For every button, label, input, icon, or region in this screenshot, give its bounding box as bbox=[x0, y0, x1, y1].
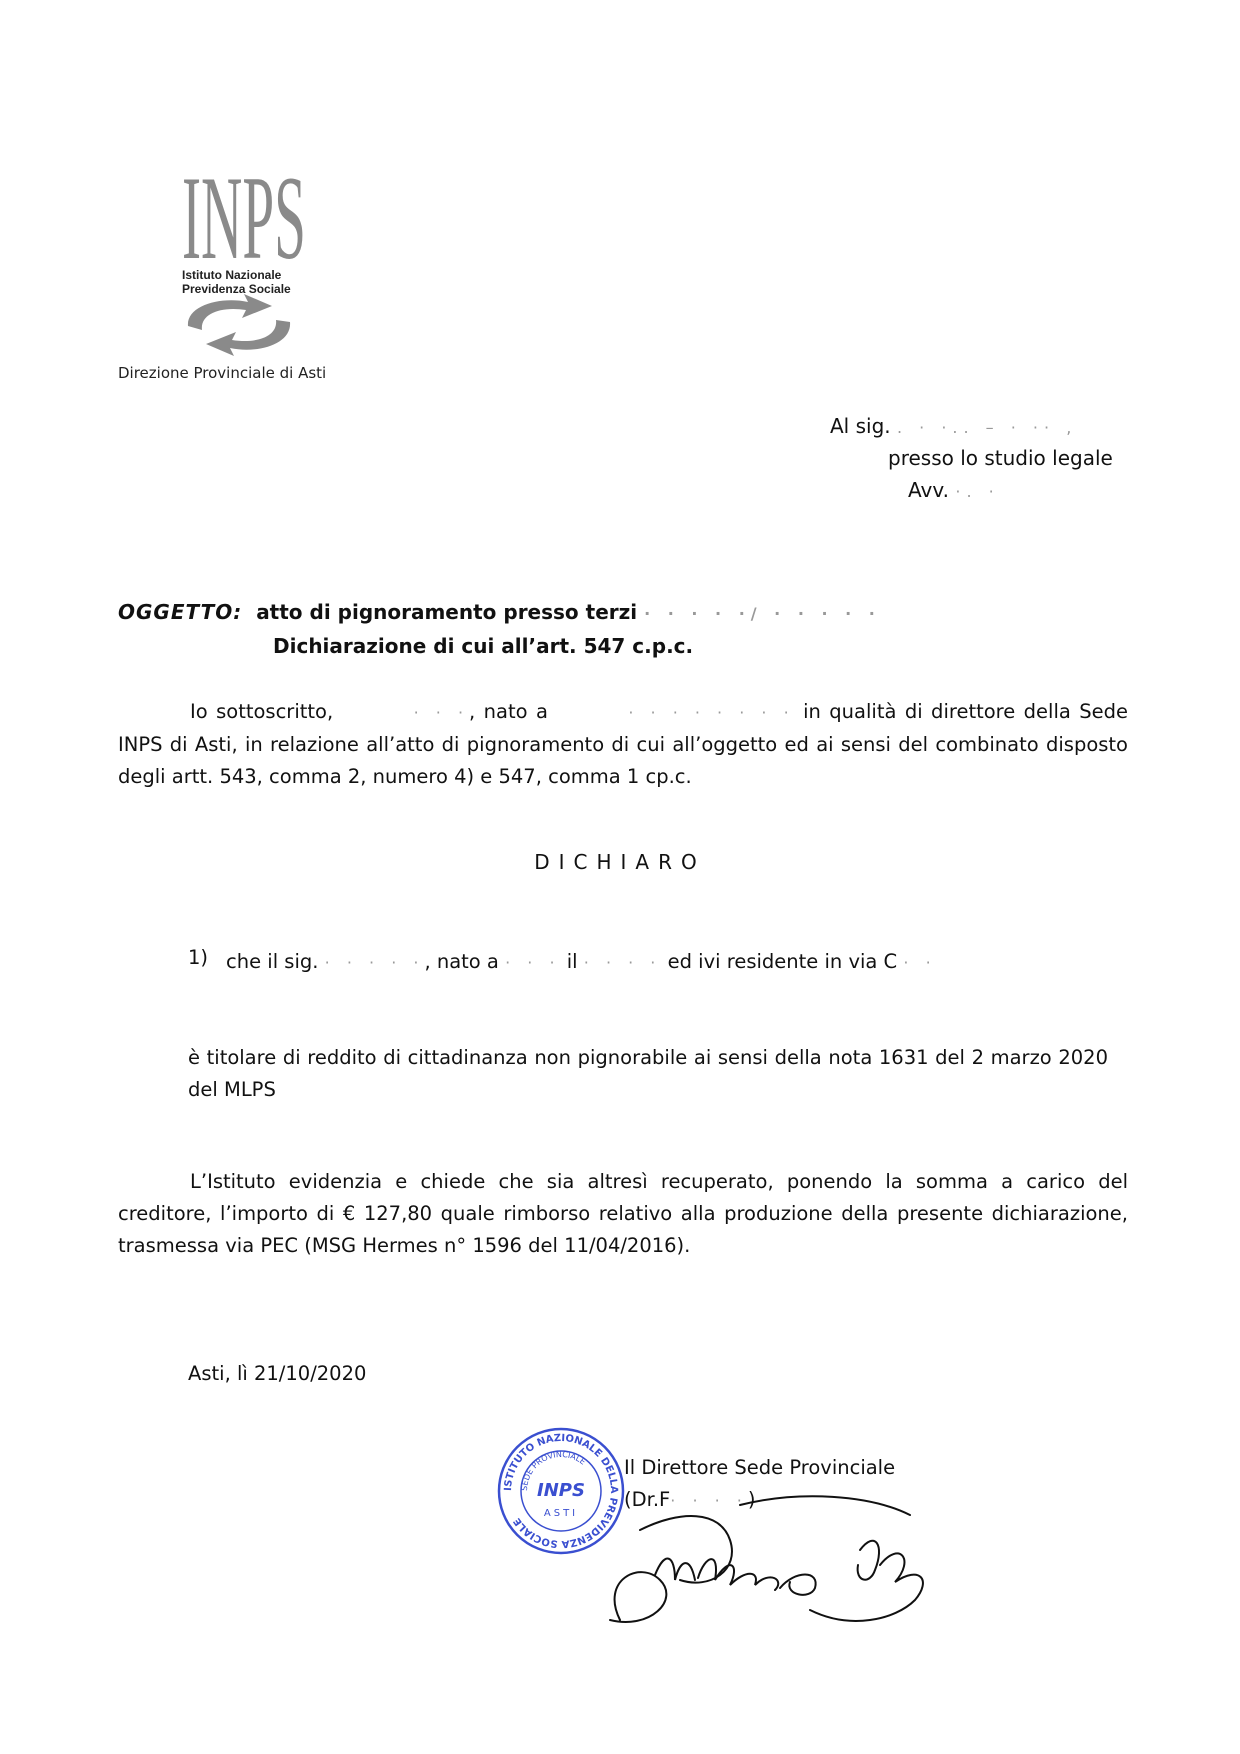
redacted-debtor-name: · · · · · bbox=[324, 953, 425, 972]
redacted-birth-data: · · · · · · · · bbox=[628, 703, 795, 722]
logo-line-1: Istituto Nazionale bbox=[182, 268, 282, 282]
addressee-line-3 bbox=[908, 474, 1000, 508]
intro-paragraph bbox=[118, 696, 1128, 793]
item-1-text bbox=[226, 946, 1126, 979]
item-1-part-2: , nato a bbox=[424, 950, 499, 973]
declaration-heading: DICHIARO bbox=[534, 850, 706, 874]
date-line: Asti, lì 21/10/2020 bbox=[188, 1362, 367, 1385]
signer-title: Il Direttore Sede Provinciale bbox=[624, 1456, 896, 1479]
addressee-line-1 bbox=[830, 410, 1077, 444]
redacted-street: · · bbox=[903, 953, 937, 972]
item-1-part-1: che il sig. bbox=[226, 950, 319, 973]
item-1-part-3: il bbox=[566, 950, 578, 973]
logo-line-2: Previdenza Sociale bbox=[182, 282, 291, 296]
redacted-lawyer: ·. · bbox=[955, 482, 1000, 501]
redacted-birthdate: · · · · bbox=[583, 953, 662, 972]
signer-name-suffix: ) bbox=[747, 1488, 756, 1511]
intro-part-1: Io sottoscritto, bbox=[190, 700, 334, 723]
redacted-subject: · · · · ·/ · · · · · bbox=[644, 604, 881, 623]
intro-part-2: , nato a bbox=[469, 700, 548, 723]
reimbursement-paragraph: L’Istituto evidenzia e chiede che sia altresì recuperato, ponendo la somma a carico del creditore, l’importo di € 127,80 quale rimborso relativo alla produzione della presente dichiarazione, trasmessa via PEC (MSG Hermes n° 1596 del 11/04/2016). bbox=[118, 1170, 1128, 1257]
addressee-lawyer: Avv. bbox=[908, 478, 949, 502]
item-number: 1) bbox=[188, 946, 209, 969]
handwritten-signature bbox=[580, 1470, 940, 1640]
redacted-name: . · ·.. – · ·· , bbox=[896, 418, 1078, 437]
signer-name-prefix: (Dr.F bbox=[624, 1488, 671, 1511]
subject-text-2: Dichiarazione di cui all’art. 547 c.p.c. bbox=[273, 634, 694, 658]
item-1-part-4: ed ivi residente in via C bbox=[667, 950, 898, 973]
inps-logo-letters bbox=[182, 140, 307, 265]
office-name: Direzione Provinciale di Asti bbox=[118, 364, 327, 382]
subject-label: OGGETTO: bbox=[118, 600, 243, 624]
stamp-center-text: INPS bbox=[537, 1480, 585, 1501]
redacted-signer-name: · · · bbox=[413, 703, 470, 722]
redacted-birthplace: · · · bbox=[505, 953, 561, 972]
addressee-line-2: presso lo studio legale bbox=[888, 446, 1113, 470]
stamp-ring-text: ISTITUTO NAZIONALE DELLA PREVIDENZA SOCIALE bbox=[502, 1432, 620, 1550]
status-paragraph: è titolare di reddito di cittadinanza non pignorabile ai sensi della nota 1631 del 2 marzo 2020 del MLPS bbox=[188, 1046, 1108, 1101]
subject-block bbox=[118, 596, 1128, 662]
addressee-salutation: Al sig. bbox=[830, 414, 891, 438]
redacted-signer: · · · · bbox=[670, 1491, 748, 1510]
stamp-sede-text: SEDE PROVINCIALE bbox=[519, 1449, 588, 1492]
logo-text: INPS bbox=[182, 151, 306, 265]
inps-recycle-arrows-icon bbox=[180, 292, 298, 358]
subject-text-1: atto di pignoramento presso terzi bbox=[256, 600, 638, 624]
intro-part-3: in qualità di direttore della Sede INPS di Asti, in relazione all’atto di pignoramento di cui all’oggetto ed ai sensi del combinato disposto degli artt. 543, comma 2, numero 4) e 547, comma 1 cp.c. bbox=[118, 700, 1129, 788]
subject-line-1 bbox=[118, 596, 1128, 630]
stamp-city-text: ASTI bbox=[543, 1508, 579, 1519]
